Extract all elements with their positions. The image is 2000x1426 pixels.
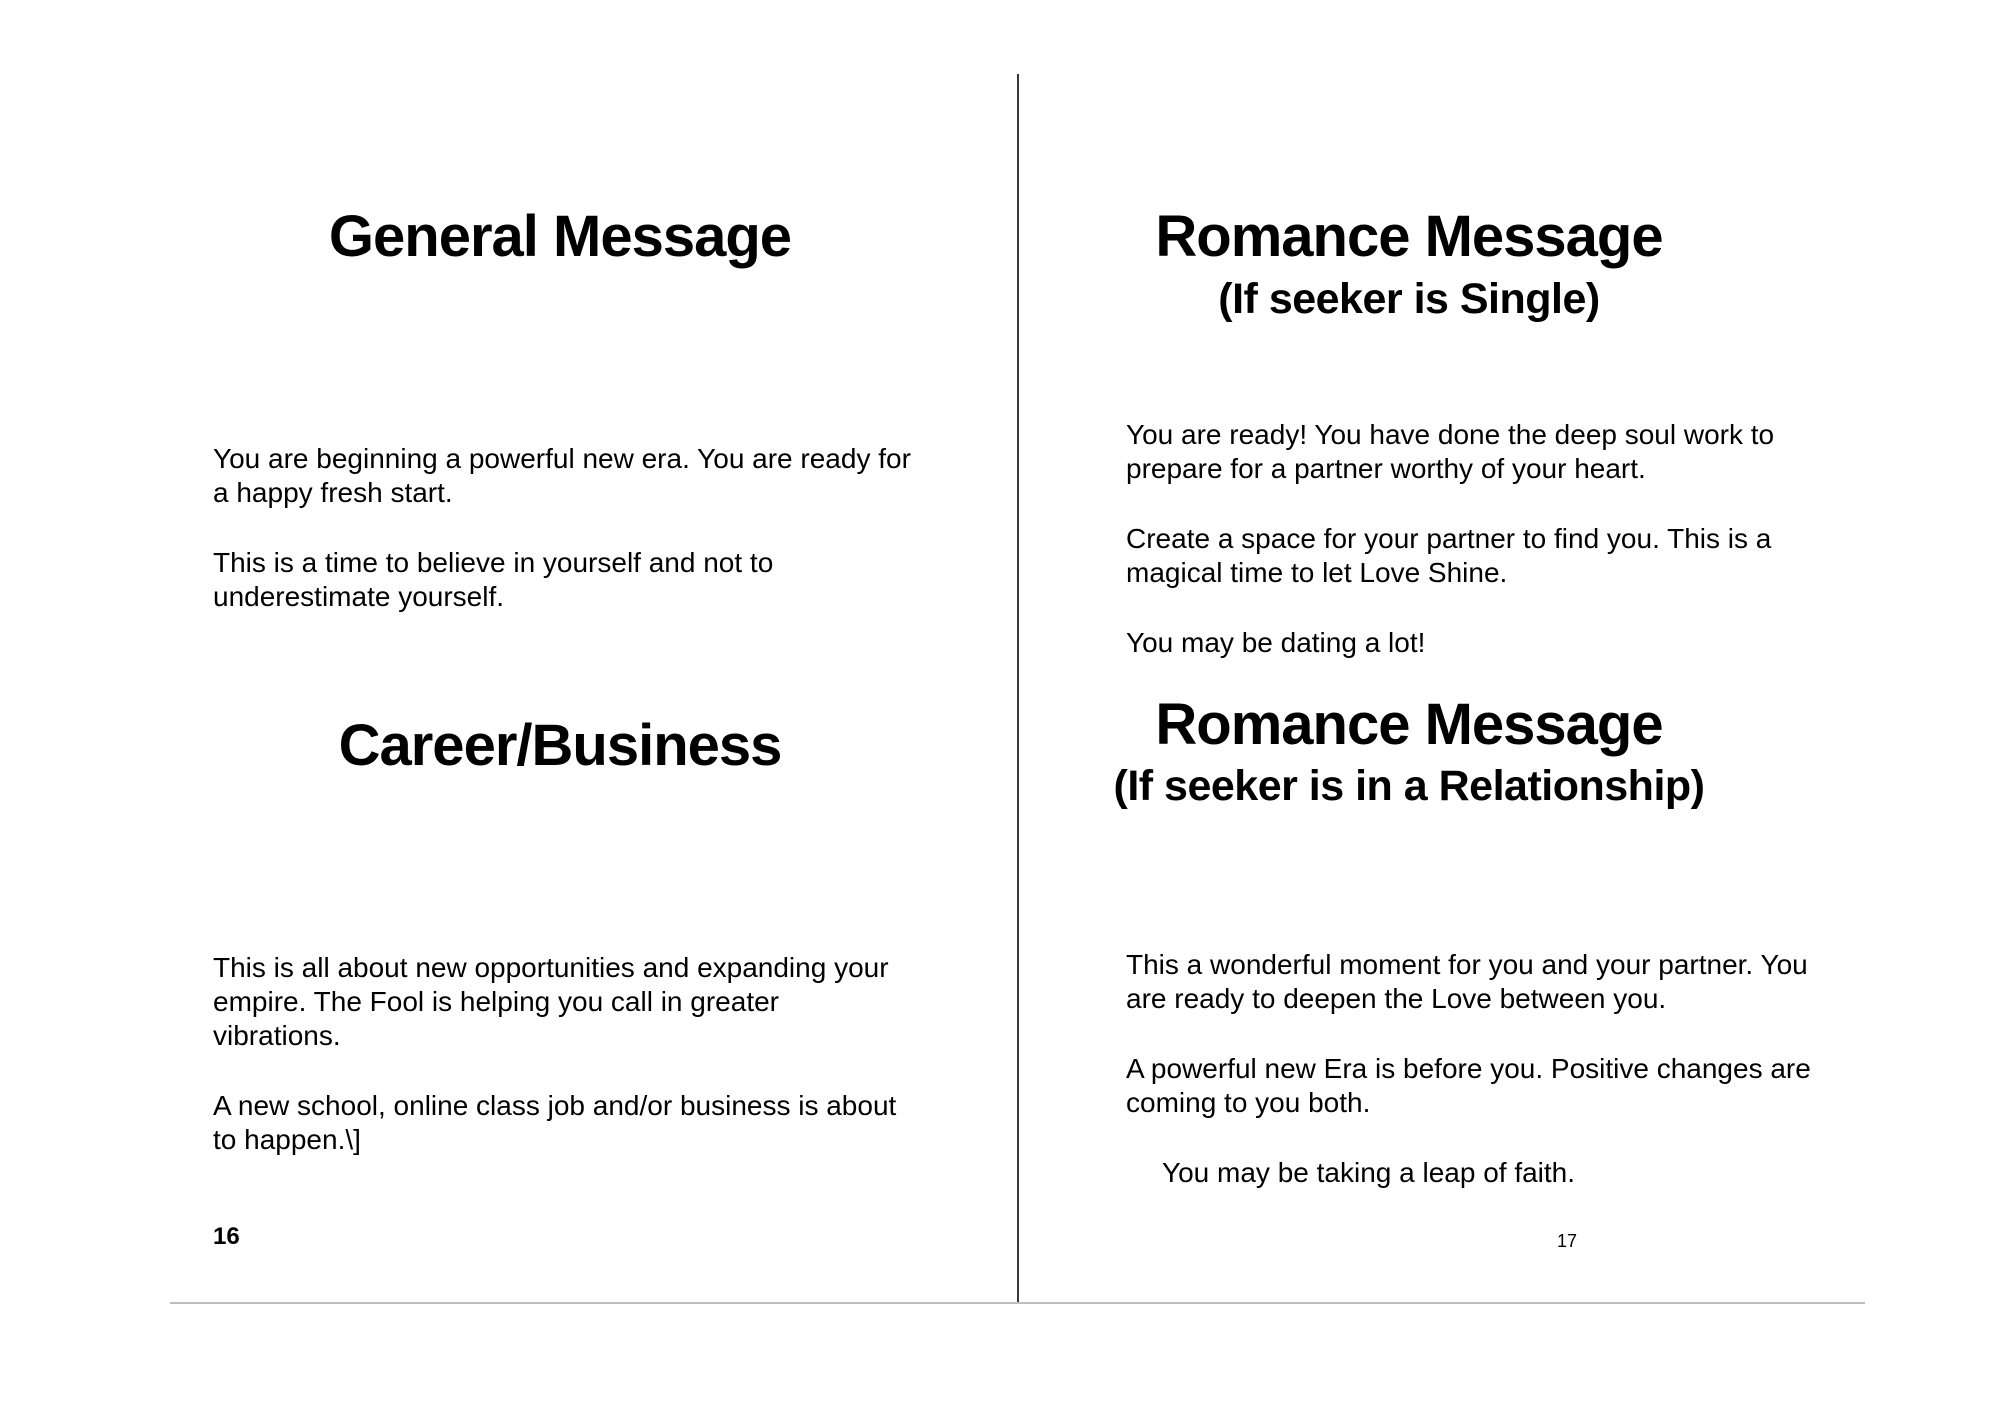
career-paragraph-2	[213, 1089, 913, 1157]
text-line: vibrations.	[213, 1020, 341, 1051]
romance-single-subheading: (If seeker is Single)	[1218, 275, 1600, 323]
text-line: A new school, online class job and/or business is about	[213, 1090, 897, 1121]
text-line: coming to you both.	[1126, 1087, 1371, 1118]
romance-relationship-paragraph-1	[1126, 948, 1846, 1016]
text-line: You may be dating a lot!	[1126, 627, 1426, 658]
left-page	[0, 0, 1016, 1300]
romance-single-paragraph-1	[1126, 418, 1826, 486]
page-bottom-rule	[170, 1302, 1865, 1304]
text-line: are ready to deepen the Love between you.	[1126, 983, 1667, 1014]
text-line: magical time to let Love Shine.	[1126, 557, 1508, 588]
text-line: Create a space for your partner to find you. This is a	[1126, 523, 1772, 554]
general-paragraph-1	[213, 442, 913, 510]
romance-single-paragraph-2	[1126, 522, 1826, 590]
romance-single-heading: Romance Message	[1155, 204, 1663, 269]
text-line: a happy fresh start.	[213, 477, 453, 508]
text-line: underestimate yourself.	[213, 581, 505, 612]
romance-relationship-heading: Romance Message	[1155, 692, 1663, 757]
text-line: This is all about new opportunities and expanding your	[213, 952, 889, 983]
romance-relationship-paragraph-2	[1126, 1052, 1846, 1120]
text-line: This is a time to believe in yourself and not to	[213, 547, 774, 578]
page-number-left: 16	[213, 1223, 240, 1250]
text-line: You are ready! You have done the deep soul work to	[1126, 419, 1775, 450]
career-business-heading: Career/Business	[338, 713, 782, 778]
text-line: to happen.\]	[213, 1124, 361, 1155]
career-paragraph-1	[213, 951, 913, 1053]
right-page	[1019, 0, 2000, 1300]
text-line: You are beginning a powerful new era. You are ready for	[213, 443, 911, 474]
text-line: empire. The Fool is helping you call in greater	[213, 986, 780, 1017]
romance-relationship-paragraph-3	[1162, 1156, 1762, 1190]
text-line: You may be taking a leap of faith.	[1162, 1157, 1576, 1188]
general-message-heading: General Message	[328, 204, 792, 269]
text-line: prepare for a partner worthy of your heart.	[1126, 453, 1646, 484]
general-paragraph-2	[213, 546, 913, 614]
romance-single-paragraph-3	[1126, 626, 1826, 660]
text-line: A powerful new Era is before you. Positive changes are	[1126, 1053, 1811, 1084]
romance-relationship-subheading: (If seeker is in a Relationship)	[1113, 762, 1705, 810]
text-line: This a wonderful moment for you and your partner. You	[1126, 949, 1808, 980]
page-number-right: 17	[1557, 1231, 1578, 1251]
